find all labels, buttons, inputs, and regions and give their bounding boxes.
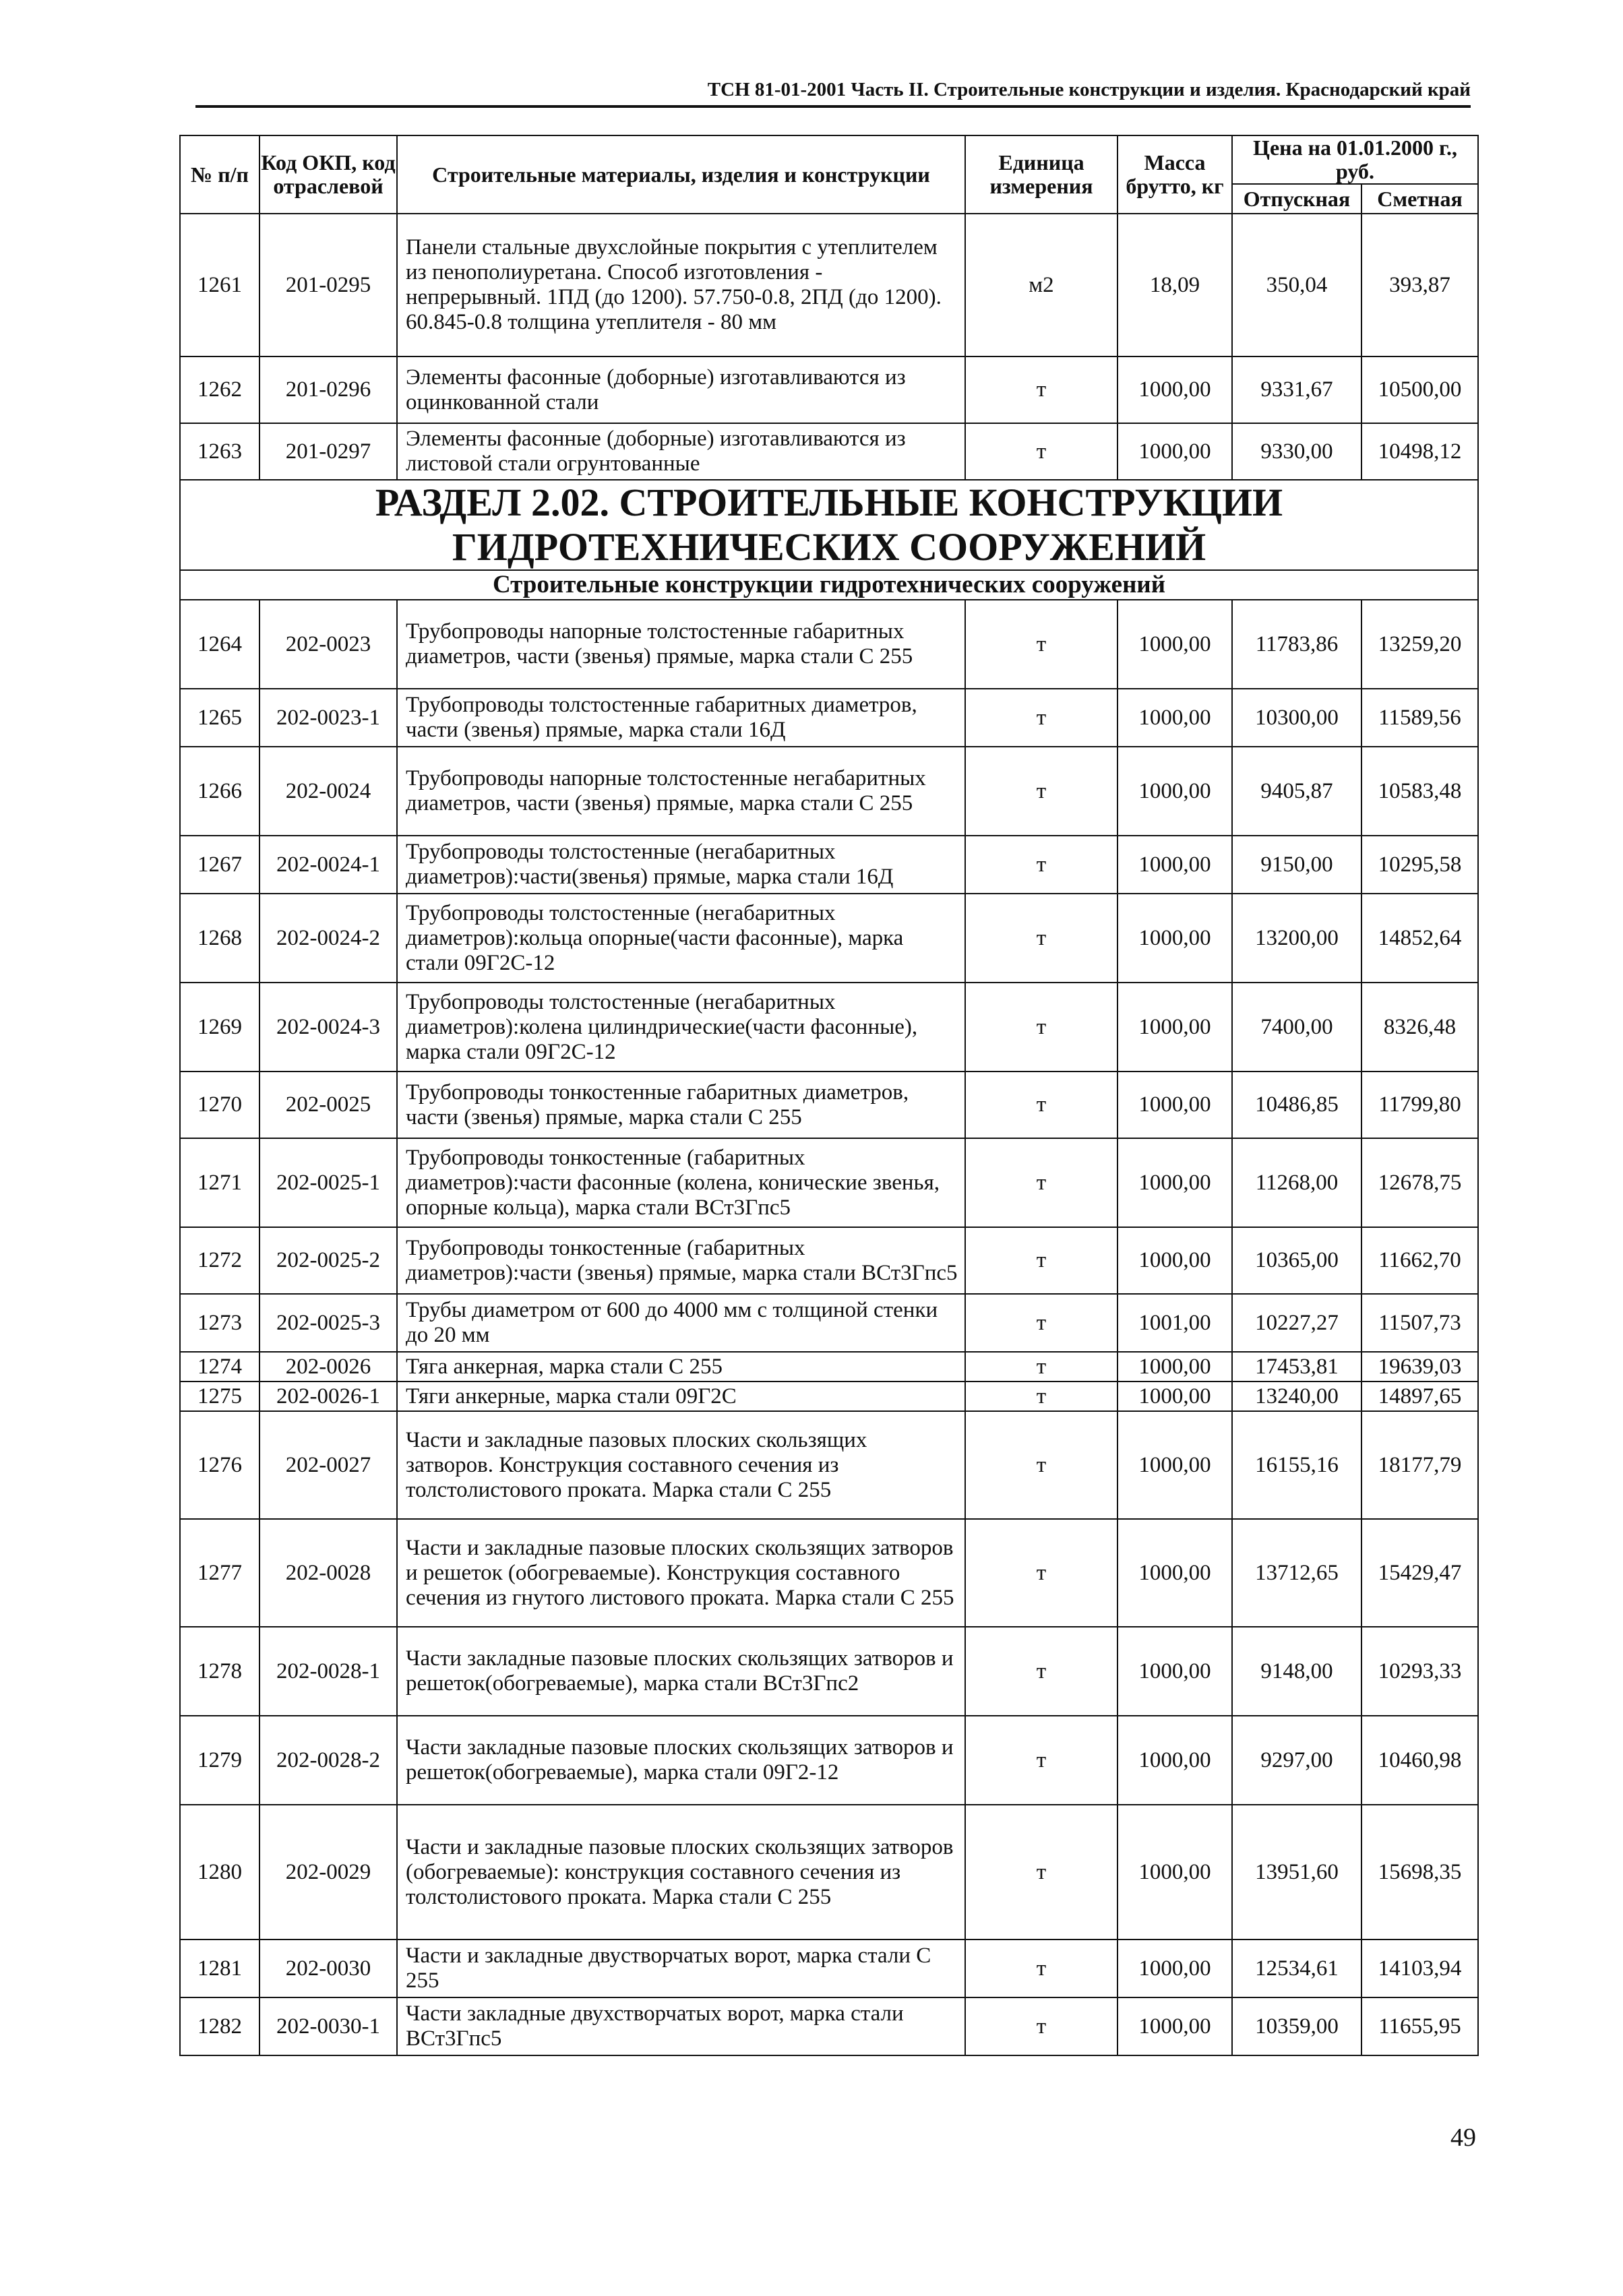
row-price-estimate: 19639,03 bbox=[1361, 1352, 1478, 1382]
row-price-release: 10365,00 bbox=[1232, 1227, 1361, 1294]
header-code: Код ОКП, код отраслевой bbox=[259, 135, 397, 214]
row-number: 1276 bbox=[180, 1411, 259, 1519]
row-name: Трубопроводы тонкостенные (габаритных диаметров):части (звенья) прямые, марка стали ВСт3Гпс5 bbox=[397, 1227, 965, 1294]
row-price-release: 10359,00 bbox=[1232, 1997, 1361, 2055]
row-number: 1266 bbox=[180, 747, 259, 836]
row-mass: 1000,00 bbox=[1117, 747, 1232, 836]
table-row bbox=[180, 1382, 1478, 1411]
table-body-after bbox=[180, 600, 1478, 2055]
row-code: 201-0297 bbox=[259, 423, 397, 480]
row-unit: т bbox=[965, 1072, 1117, 1138]
row-unit: т bbox=[965, 836, 1117, 894]
table-row bbox=[180, 1352, 1478, 1382]
row-price-release: 10300,00 bbox=[1232, 689, 1361, 747]
row-price-estimate: 14897,65 bbox=[1361, 1382, 1478, 1411]
row-price-estimate: 11799,80 bbox=[1361, 1072, 1478, 1138]
row-price-release: 9150,00 bbox=[1232, 836, 1361, 894]
table-row bbox=[180, 600, 1478, 689]
row-mass: 1000,00 bbox=[1117, 689, 1232, 747]
row-name: Тяги анкерные, марка стали 09Г2С bbox=[397, 1382, 965, 1411]
table-row bbox=[180, 423, 1478, 480]
row-unit: т bbox=[965, 747, 1117, 836]
row-code: 202-0026-1 bbox=[259, 1382, 397, 1411]
price-table bbox=[179, 135, 1479, 2056]
row-name: Части и закладные пазовые плоских скользящих затворов и решеток (обогреваемые). Конструкция составного сечения из гнутого листового проката. Марка стали С 255 bbox=[397, 1519, 965, 1627]
row-price-release: 9330,00 bbox=[1232, 423, 1361, 480]
table-row bbox=[180, 1940, 1478, 1997]
table-row bbox=[180, 983, 1478, 1072]
row-code: 202-0024-3 bbox=[259, 983, 397, 1072]
row-mass: 1000,00 bbox=[1117, 1627, 1232, 1716]
header-price-group: Цена на 01.01.2000 г., руб. bbox=[1232, 135, 1478, 184]
row-price-release: 13200,00 bbox=[1232, 894, 1361, 983]
table-row bbox=[180, 1805, 1478, 1940]
row-name: Части закладные двухстворчатых ворот, марка стали ВСт3Гпс5 bbox=[397, 1997, 965, 2055]
row-price-estimate: 13259,20 bbox=[1361, 600, 1478, 689]
row-price-estimate: 393,87 bbox=[1361, 214, 1478, 356]
row-unit: т bbox=[965, 1997, 1117, 2055]
row-price-estimate: 12678,75 bbox=[1361, 1138, 1478, 1227]
row-code: 202-0026 bbox=[259, 1352, 397, 1382]
row-mass: 1000,00 bbox=[1117, 1805, 1232, 1940]
row-unit: т bbox=[965, 1227, 1117, 1294]
table-row bbox=[180, 1227, 1478, 1294]
row-name: Элементы фасонные (доборные) изготавливаются из листовой стали огрунтованные bbox=[397, 423, 965, 480]
row-code: 202-0023 bbox=[259, 600, 397, 689]
row-number: 1265 bbox=[180, 689, 259, 747]
row-price-release: 9405,87 bbox=[1232, 747, 1361, 836]
row-mass: 1000,00 bbox=[1117, 1382, 1232, 1411]
row-mass: 1000,00 bbox=[1117, 423, 1232, 480]
row-mass: 1000,00 bbox=[1117, 600, 1232, 689]
row-unit: т bbox=[965, 689, 1117, 747]
row-price-estimate: 8326,48 bbox=[1361, 983, 1478, 1072]
row-name: Части и закладные пазовые плоских скользящих затворов (обогреваемые): конструкция составного сечения из толстолистового проката. Марка стали С 255 bbox=[397, 1805, 965, 1940]
row-name: Трубопроводы толстостенные (негабаритных диаметров):колена цилиндрические(части фасонные), марка стали 09Г2С-12 bbox=[397, 983, 965, 1072]
page-number: 49 bbox=[1450, 2123, 1476, 2152]
row-name: Панели стальные двухслойные покрытия с утеплителем из пенополиуретана. Способ изготовления - непрерывный. 1ПД (до 1200). 57.750-0.8, 2ПД (до 1200). 60.845-0.8 толщина утеплителя - 80 мм bbox=[397, 214, 965, 356]
row-unit: м2 bbox=[965, 214, 1117, 356]
row-unit: т bbox=[965, 1352, 1117, 1382]
row-price-estimate: 15698,35 bbox=[1361, 1805, 1478, 1940]
row-mass: 1000,00 bbox=[1117, 1072, 1232, 1138]
row-mass: 1000,00 bbox=[1117, 1716, 1232, 1805]
row-mass: 1000,00 bbox=[1117, 836, 1232, 894]
row-number: 1269 bbox=[180, 983, 259, 1072]
row-name: Трубопроводы тонкостенные (габаритных диаметров):части фасонные (колена, конические звенья, опорные кольца), марка стали ВСт3Гпс5 bbox=[397, 1138, 965, 1227]
table-row bbox=[180, 894, 1478, 983]
row-name: Трубопроводы напорные толстостенные габаритных диаметров, части (звенья) прямые, марка стали С 255 bbox=[397, 600, 965, 689]
row-mass: 1000,00 bbox=[1117, 894, 1232, 983]
table-row bbox=[180, 1627, 1478, 1716]
row-price-estimate: 14852,64 bbox=[1361, 894, 1478, 983]
row-price-estimate: 10295,58 bbox=[1361, 836, 1478, 894]
row-code: 202-0027 bbox=[259, 1411, 397, 1519]
row-mass: 1000,00 bbox=[1117, 1227, 1232, 1294]
row-code: 202-0024-1 bbox=[259, 836, 397, 894]
row-number: 1267 bbox=[180, 836, 259, 894]
row-name: Части закладные пазовые плоских скользящих затворов и решеток(обогреваемые), марка стали 09Г2-12 bbox=[397, 1716, 965, 1805]
row-price-estimate: 11507,73 bbox=[1361, 1294, 1478, 1352]
row-mass: 1000,00 bbox=[1117, 1519, 1232, 1627]
table-row bbox=[180, 836, 1478, 894]
row-unit: т bbox=[965, 1382, 1117, 1411]
row-number: 1279 bbox=[180, 1716, 259, 1805]
header-num: № п/п bbox=[180, 135, 259, 214]
row-mass: 1000,00 bbox=[1117, 1940, 1232, 1997]
row-name: Трубопроводы толстостенные (негабаритных диаметров):части(звенья) прямые, марка стали 16Д bbox=[397, 836, 965, 894]
row-code: 202-0024-2 bbox=[259, 894, 397, 983]
row-price-release: 17453,81 bbox=[1232, 1352, 1361, 1382]
row-number: 1262 bbox=[180, 356, 259, 423]
row-unit: т bbox=[965, 983, 1117, 1072]
row-unit: т bbox=[965, 1940, 1117, 1997]
row-price-release: 9297,00 bbox=[1232, 1716, 1361, 1805]
row-price-release: 13712,65 bbox=[1232, 1519, 1361, 1627]
row-mass: 1001,00 bbox=[1117, 1294, 1232, 1352]
header-price-release: Отпускная bbox=[1232, 184, 1361, 214]
row-code: 202-0028-1 bbox=[259, 1627, 397, 1716]
row-code: 201-0296 bbox=[259, 356, 397, 423]
row-price-release: 10227,27 bbox=[1232, 1294, 1361, 1352]
row-code: 202-0030-1 bbox=[259, 1997, 397, 2055]
row-unit: т bbox=[965, 1411, 1117, 1519]
row-number: 1278 bbox=[180, 1627, 259, 1716]
row-mass: 18,09 bbox=[1117, 214, 1232, 356]
row-price-estimate: 10293,33 bbox=[1361, 1627, 1478, 1716]
table-row bbox=[180, 1997, 1478, 2055]
row-unit: т bbox=[965, 1716, 1117, 1805]
row-number: 1273 bbox=[180, 1294, 259, 1352]
row-code: 202-0030 bbox=[259, 1940, 397, 1997]
row-price-release: 11783,86 bbox=[1232, 600, 1361, 689]
table-row bbox=[180, 214, 1478, 356]
row-mass: 1000,00 bbox=[1117, 983, 1232, 1072]
row-unit: т bbox=[965, 1138, 1117, 1227]
row-mass: 1000,00 bbox=[1117, 1138, 1232, 1227]
row-price-release: 11268,00 bbox=[1232, 1138, 1361, 1227]
table-row bbox=[180, 1138, 1478, 1227]
row-number: 1271 bbox=[180, 1138, 259, 1227]
row-name: Части и закладные двустворчатых ворот, марка стали С 255 bbox=[397, 1940, 965, 1997]
row-unit: т bbox=[965, 1627, 1117, 1716]
row-mass: 1000,00 bbox=[1117, 1997, 1232, 2055]
row-number: 1280 bbox=[180, 1805, 259, 1940]
row-unit: т bbox=[965, 356, 1117, 423]
row-code: 202-0028-2 bbox=[259, 1716, 397, 1805]
subsection-title: Строительные конструкции гидротехнических сооружений bbox=[180, 570, 1478, 600]
row-name: Тяга анкерная, марка стали С 255 bbox=[397, 1352, 965, 1382]
row-code: 202-0028 bbox=[259, 1519, 397, 1627]
row-price-release: 9331,67 bbox=[1232, 356, 1361, 423]
row-price-estimate: 11655,95 bbox=[1361, 1997, 1478, 2055]
row-mass: 1000,00 bbox=[1117, 356, 1232, 423]
row-number: 1272 bbox=[180, 1227, 259, 1294]
row-code: 202-0025-3 bbox=[259, 1294, 397, 1352]
row-price-release: 10486,85 bbox=[1232, 1072, 1361, 1138]
row-unit: т bbox=[965, 1294, 1117, 1352]
row-number: 1268 bbox=[180, 894, 259, 983]
row-code: 202-0024 bbox=[259, 747, 397, 836]
table-row bbox=[180, 1519, 1478, 1627]
table-body-before bbox=[180, 214, 1478, 480]
row-number: 1263 bbox=[180, 423, 259, 480]
row-number: 1277 bbox=[180, 1519, 259, 1627]
row-price-estimate: 10500,00 bbox=[1361, 356, 1478, 423]
table-header bbox=[180, 135, 1478, 214]
row-name: Трубопроводы толстостенные габаритных диаметров, части (звенья) прямые, марка стали 16Д bbox=[397, 689, 965, 747]
row-number: 1275 bbox=[180, 1382, 259, 1411]
row-name: Части и закладные пазовых плоских скользящих затворов. Конструкция составного сечения из толстолистового проката. Марка стали С 255 bbox=[397, 1411, 965, 1519]
row-number: 1282 bbox=[180, 1997, 259, 2055]
row-unit: т bbox=[965, 894, 1117, 983]
row-price-estimate: 10460,98 bbox=[1361, 1716, 1478, 1805]
table-row bbox=[180, 747, 1478, 836]
row-number: 1261 bbox=[180, 214, 259, 356]
row-code: 202-0029 bbox=[259, 1805, 397, 1940]
row-unit: т bbox=[965, 600, 1117, 689]
row-code: 202-0025-1 bbox=[259, 1138, 397, 1227]
row-price-release: 350,04 bbox=[1232, 214, 1361, 356]
row-unit: т bbox=[965, 1805, 1117, 1940]
table-row bbox=[180, 1716, 1478, 1805]
row-price-estimate: 18177,79 bbox=[1361, 1411, 1478, 1519]
table-row bbox=[180, 689, 1478, 747]
header-name: Строительные материалы, изделия и конструкции bbox=[397, 135, 965, 214]
table-row bbox=[180, 1072, 1478, 1138]
header-price-estimate: Сметная bbox=[1361, 184, 1478, 214]
section-title: РАЗДЕЛ 2.02. СТРОИТЕЛЬНЫЕ КОНСТРУКЦИИ ГИДРОТЕХНИЧЕСКИХ СООРУЖЕНИЙ bbox=[180, 480, 1478, 570]
header-unit: Единица измерения bbox=[965, 135, 1117, 214]
table-row bbox=[180, 356, 1478, 423]
row-price-estimate: 11589,56 bbox=[1361, 689, 1478, 747]
row-price-release: 7400,00 bbox=[1232, 983, 1361, 1072]
row-price-release: 16155,16 bbox=[1232, 1411, 1361, 1519]
row-code: 202-0025-2 bbox=[259, 1227, 397, 1294]
row-number: 1274 bbox=[180, 1352, 259, 1382]
row-price-estimate: 14103,94 bbox=[1361, 1940, 1478, 1997]
row-price-release: 12534,61 bbox=[1232, 1940, 1361, 1997]
section-block bbox=[180, 480, 1478, 600]
row-code: 201-0295 bbox=[259, 214, 397, 356]
table-row bbox=[180, 1294, 1478, 1352]
table-row bbox=[180, 1411, 1478, 1519]
row-name: Трубы диаметром от 600 до 4000 мм с толщиной стенки до 20 мм bbox=[397, 1294, 965, 1352]
running-header: ТСН 81-01-2001 Часть II. Строительные конструкции и изделия. Краснодарский край bbox=[707, 79, 1471, 100]
row-unit: т bbox=[965, 1519, 1117, 1627]
row-unit: т bbox=[965, 423, 1117, 480]
row-price-release: 13951,60 bbox=[1232, 1805, 1361, 1940]
row-number: 1270 bbox=[180, 1072, 259, 1138]
row-code: 202-0023-1 bbox=[259, 689, 397, 747]
row-price-estimate: 11662,70 bbox=[1361, 1227, 1478, 1294]
row-name: Трубопроводы тонкостенные габаритных диаметров, части (звенья) прямые, марка стали С 255 bbox=[397, 1072, 965, 1138]
row-number: 1281 bbox=[180, 1940, 259, 1997]
row-name: Трубопроводы напорные толстостенные негабаритных диаметров, части (звенья) прямые, марка стали С 255 bbox=[397, 747, 965, 836]
row-name: Трубопроводы толстостенные (негабаритных диаметров):кольца опорные(части фасонные), марка стали 09Г2С-12 bbox=[397, 894, 965, 983]
header-rule bbox=[195, 105, 1471, 108]
row-price-estimate: 15429,47 bbox=[1361, 1519, 1478, 1627]
header-mass: Масса брутто, кг bbox=[1117, 135, 1232, 214]
row-mass: 1000,00 bbox=[1117, 1411, 1232, 1519]
row-price-estimate: 10498,12 bbox=[1361, 423, 1478, 480]
row-number: 1264 bbox=[180, 600, 259, 689]
row-price-release: 9148,00 bbox=[1232, 1627, 1361, 1716]
row-code: 202-0025 bbox=[259, 1072, 397, 1138]
row-mass: 1000,00 bbox=[1117, 1352, 1232, 1382]
row-name: Элементы фасонные (доборные) изготавливаются из оцинкованной стали bbox=[397, 356, 965, 423]
row-name: Части закладные пазовые плоских скользящих затворов и решеток(обогреваемые), марка стали ВСт3Гпс2 bbox=[397, 1627, 965, 1716]
row-price-release: 13240,00 bbox=[1232, 1382, 1361, 1411]
row-price-estimate: 10583,48 bbox=[1361, 747, 1478, 836]
